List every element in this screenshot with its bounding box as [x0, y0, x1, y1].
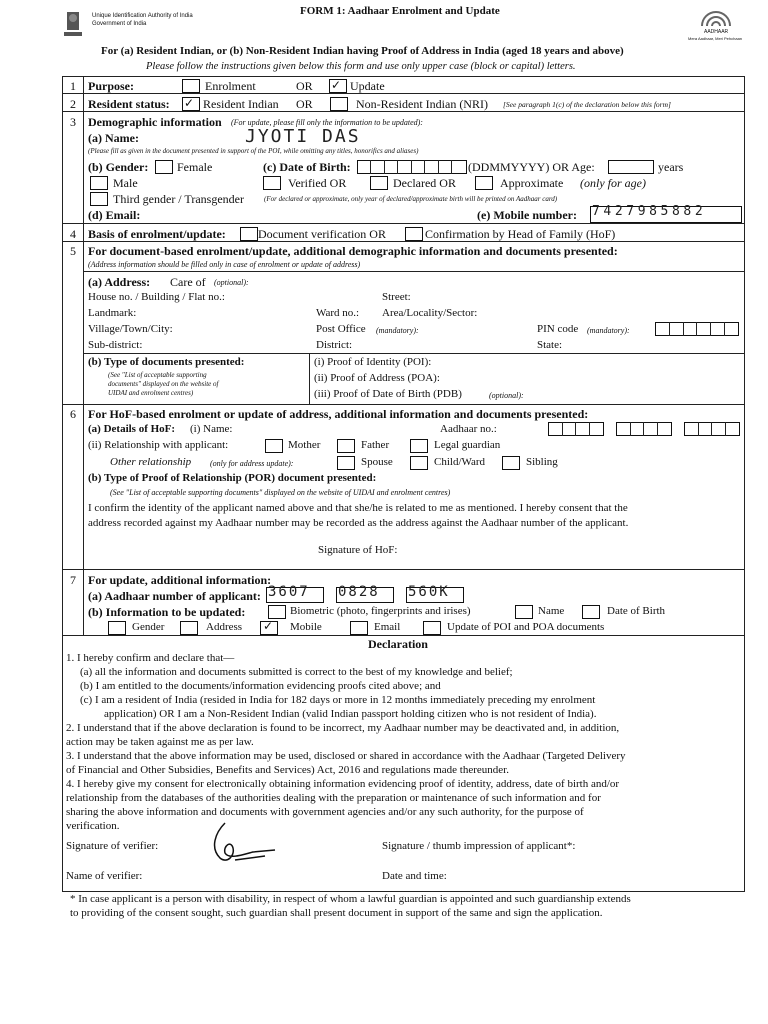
row-number: 3 [70, 115, 76, 129]
declaration-line: sharing the above information and documents with government agencies and/or any such authority, for the purpose of [66, 806, 584, 818]
nri-checkbox[interactable] [330, 97, 348, 111]
address-label: (a) Address: [88, 275, 151, 289]
hof-name-label: (i) Name: [190, 423, 233, 435]
hof-signature-label: Signature of HoF: [318, 544, 398, 556]
row-number: 6 [70, 407, 76, 421]
email-update-checkbox[interactable] [350, 621, 368, 635]
approximate-checkbox[interactable] [475, 176, 493, 190]
docs-note-1: (See "List of acceptable supporting [108, 371, 207, 379]
email-label: (d) Email: [88, 208, 141, 222]
approximate-label: Approximate [500, 176, 564, 190]
name-label: (a) Name: [88, 131, 139, 145]
docs-presented-label: (b) Type of documents presented: [88, 356, 245, 368]
address-note: (Address information should be filled only in case of enrolment or update of address) [88, 260, 361, 269]
father-checkbox[interactable] [337, 439, 355, 453]
declaration-line: 4. I hereby give my consent for electronically obtaining information evidencing proof of identity, address, date of birth and/or [66, 778, 620, 790]
spouse-label: Spouse [361, 456, 393, 468]
house-label: House no. / Building / Flat no.: [88, 291, 225, 303]
other-relationship-label: Other relationship [110, 456, 192, 468]
form-instruction: Please follow the instructions given below this form and use only upper case (block or capital) letters. [146, 61, 576, 72]
row-number: 2 [70, 97, 76, 111]
mobile-field[interactable]: 7427985882 [592, 204, 707, 219]
aadhaar-part-1[interactable]: 3607 [268, 584, 310, 600]
subdistrict-label: Sub-district: [88, 339, 143, 351]
name-update-checkbox[interactable] [515, 605, 533, 619]
ward-label: Ward no.: [316, 307, 360, 319]
docs-note-2: documents" displayed on the website of [108, 380, 219, 388]
form-title: FORM 1: Aadhaar Enrolment and Update [300, 5, 500, 17]
confirm-line2: address recorded against my Aadhaar number may be recorded as the address against the Aadhaar number of the applicant. [88, 517, 629, 529]
spouse-checkbox[interactable] [337, 456, 355, 470]
years-label: years [658, 160, 684, 174]
enrolment-checkbox[interactable] [182, 79, 200, 93]
dob-note: (For declared or approximate, only year of declared/approximate birth will be printed on Aadhaar card) [264, 195, 558, 203]
dob-update-checkbox[interactable] [582, 605, 600, 619]
dob-label: (c) Date of Birth: [263, 160, 351, 174]
guardian-checkbox[interactable] [410, 439, 428, 453]
child-label: Child/Ward [434, 456, 486, 468]
form-subtitle: For (a) Resident Indian, or (b) Non-Resident Indian having Proof of Address in India (aged 18 years and above) [101, 45, 624, 57]
por-label: (b) Type of Proof of Relationship (POR) document presented: [88, 472, 377, 484]
declaration-line: (a) all the information and documents submitted is correct to the best of my knowledge and belief; [80, 666, 513, 678]
enrolment-label: Enrolment [205, 79, 256, 93]
declaration-line: action may be taken against me as per law. [66, 736, 254, 748]
village-label: Village/Town/City: [88, 323, 173, 335]
female-label: Female [177, 160, 213, 174]
optional-note: (optional): [214, 278, 249, 287]
guardian-label: Legal guardian [434, 439, 501, 451]
state-label: State: [537, 339, 563, 351]
or-text: OR [296, 79, 313, 93]
post-office-label: Post Office [316, 323, 366, 335]
landmark-label: Landmark: [88, 307, 137, 319]
mother-label: Mother [288, 439, 321, 451]
sibling-checkbox[interactable] [502, 456, 520, 470]
declared-label: Declared OR [393, 176, 456, 190]
verifier-name-label: Name of verifier: [66, 870, 143, 882]
mobile-update-label: Mobile [290, 621, 322, 633]
declaration-line: (c) I am a resident of India (resided in India for 182 days or more in 12 months immediately preceding my enrolment [80, 694, 596, 706]
dob-format: (DDMMYYYY) OR Age: [468, 160, 595, 174]
poi-label: (i) Proof of Identity (POI): [314, 356, 432, 368]
gender-update-label: Gender [132, 621, 165, 633]
row-number: 4 [70, 227, 76, 241]
resident-indian-label: Resident Indian [203, 97, 279, 111]
name-update-label: Name [538, 605, 565, 617]
row-number: 1 [70, 79, 76, 93]
biometric-checkbox[interactable] [268, 605, 286, 619]
address-update-checkbox[interactable] [180, 621, 198, 635]
document-verification-checkbox[interactable] [240, 227, 258, 241]
third-gender-label: Third gender / Transgender [113, 192, 244, 206]
area-label: Area/Locality/Sector: [382, 307, 478, 319]
update-label: Update [350, 79, 385, 93]
male-checkbox[interactable] [90, 176, 108, 190]
mobile-label: (e) Mobile number: [477, 208, 577, 222]
verified-checkbox[interactable] [263, 176, 281, 190]
hof-confirmation-label: Confirmation by Head of Family (HoF) [425, 227, 616, 241]
authority-line2: Government of India [92, 21, 147, 27]
female-checkbox[interactable] [155, 160, 173, 174]
poa-label: (ii) Proof of Address (POA): [314, 372, 440, 384]
row-number: 7 [70, 573, 76, 587]
other-note: (only for address update): [210, 459, 294, 468]
pdb-optional: (optional): [489, 391, 524, 400]
docs-note-3: UIDAI and enrolment centres) [108, 389, 194, 397]
hof-aadhaar-label: Aadhaar no.: [440, 423, 497, 435]
basis-label: Basis of enrolment/update: [88, 227, 226, 241]
address-update-label: Address [206, 621, 243, 633]
declared-checkbox[interactable] [370, 176, 388, 190]
declaration-line: 3. I understand that the above information may be used, disclosed or shared in accordance with the Aadhaar (Targeted Delivery [66, 750, 626, 762]
sibling-label: Sibling [526, 456, 558, 468]
verifier-signature-label: Signature of verifier: [66, 840, 159, 852]
name-field[interactable]: JYOTI DAS [245, 126, 361, 147]
footnote-line2: to providing of the consent sought, such guardian shall present document in support of the same and sign the application. [70, 907, 603, 919]
checkmark-icon: ✓ [263, 619, 274, 633]
name-note: (Please fill as given in the document presented in support of the POI, while omitting any titles, honorifics and aliases) [88, 147, 419, 155]
gender-update-checkbox[interactable] [108, 621, 126, 635]
document-verification-label: Document verification OR [258, 227, 386, 241]
child-checkbox[interactable] [410, 456, 428, 470]
logo-text: AADHAAR [704, 29, 729, 35]
biometric-label: Biometric (photo, fingerprints and irises) [290, 605, 471, 617]
verified-label: Verified OR [288, 176, 347, 190]
row-number: 5 [70, 244, 76, 258]
declaration-line: 1. I hereby confirm and declare that— [66, 652, 235, 664]
update-info-label: For update, additional information: [88, 573, 272, 587]
nri-note: [See paragraph 1(c) of the declaration below this form] [503, 100, 671, 109]
declaration-line: 2. I understand that if the above declaration is found to be incorrect, my Aadhaar number may be deactivated and, in addition, [66, 722, 620, 734]
pdb-label: (iii) Proof of Date of Birth (PDB) [314, 388, 462, 400]
gender-label: (b) Gender: [88, 160, 149, 174]
aadhaar-part-2[interactable]: 0828 [338, 584, 380, 600]
pin-label: PIN code [537, 323, 579, 335]
verifier-signature-icon [205, 818, 285, 868]
purpose-label: Purpose: [88, 79, 134, 93]
checkmark-icon: ✓ [184, 96, 195, 110]
male-label: Male [113, 176, 138, 190]
doc-based-label: For document-based enrolment/update, additional demographic information and documents presented: [88, 244, 618, 258]
hof-details-label: (a) Details of HoF: [88, 423, 176, 435]
third-gender-checkbox[interactable] [90, 192, 108, 206]
or-text: OR [296, 97, 313, 111]
applicant-aadhaar-label: (a) Aadhaar number of applicant: [88, 589, 261, 603]
pin-mandatory-note: (mandatory): [587, 326, 630, 335]
relationship-label: (ii) Relationship with applicant: [88, 439, 229, 451]
mandatory-note: (mandatory): [376, 326, 419, 335]
approximate-note: (only for age) [580, 176, 646, 190]
footnote-line1: * In case applicant is a person with disability, in respect of whom a lawful guardian is appointed and such guardianship extends [70, 893, 631, 905]
nri-label: Non-Resident Indian (NRI) [356, 97, 488, 111]
declaration-line: of Financial and Other Subsidies, Benefits and Services) Act, 2016 and regulations made thereunder. [66, 764, 509, 776]
poi-poa-update-checkbox[interactable] [423, 621, 441, 635]
declaration-line: verification. [66, 820, 120, 832]
logo-tagline: Mera Aadhaar, Meri Pehchaan [688, 36, 743, 41]
por-note: (See "List of acceptable supporting documents" displayed on the website of UIDAI and enrolment centres) [110, 488, 451, 497]
authority-line1: Unique Identification Authority of India [92, 13, 193, 19]
declaration-title: Declaration [368, 637, 428, 651]
declaration-line: relationship from the databases of the authorities dealing with the preparation or maintenance of such information and for [66, 792, 601, 804]
hof-based-label: For HoF-based enrolment or update of address, additional information and documents presented: [88, 407, 589, 421]
date-time-label: Date and time: [382, 870, 447, 882]
father-label: Father [361, 439, 390, 451]
street-label: Street: [382, 291, 411, 303]
confirm-line1: I confirm the identity of the applicant named above and that she/he is related to me as mentioned. I hereby consent that the [88, 502, 628, 514]
care-of-label: Care of [170, 275, 206, 289]
demographic-note: (For update, please fill only the information to be updated): [231, 118, 423, 127]
hof-confirmation-checkbox[interactable] [405, 227, 423, 241]
mother-checkbox[interactable] [265, 439, 283, 453]
info-to-update-label: (b) Information to be updated: [88, 605, 246, 619]
poi-poa-update-label: Update of POI and POA documents [447, 621, 605, 633]
checkmark-icon: ✓ [331, 78, 342, 92]
email-update-label: Email [374, 621, 401, 633]
demographic-label: Demographic information [88, 115, 222, 129]
district-label: District: [316, 339, 353, 351]
dob-update-label: Date of Birth [607, 605, 666, 617]
applicant-signature-label: Signature / thumb impression of applicant*: [382, 840, 576, 852]
emblem-icon [60, 10, 86, 40]
resident-status-label: Resident status: [88, 97, 170, 111]
age-field[interactable] [608, 160, 654, 174]
declaration-line: application) OR I am a Non-Resident Indian (valid Indian passport holding citizen who is not resident of India). [104, 708, 597, 720]
declaration-line: (b) I am entitled to the documents/information evidencing proofs cited above; and [80, 680, 441, 692]
aadhaar-part-3[interactable]: 560K [408, 584, 450, 600]
